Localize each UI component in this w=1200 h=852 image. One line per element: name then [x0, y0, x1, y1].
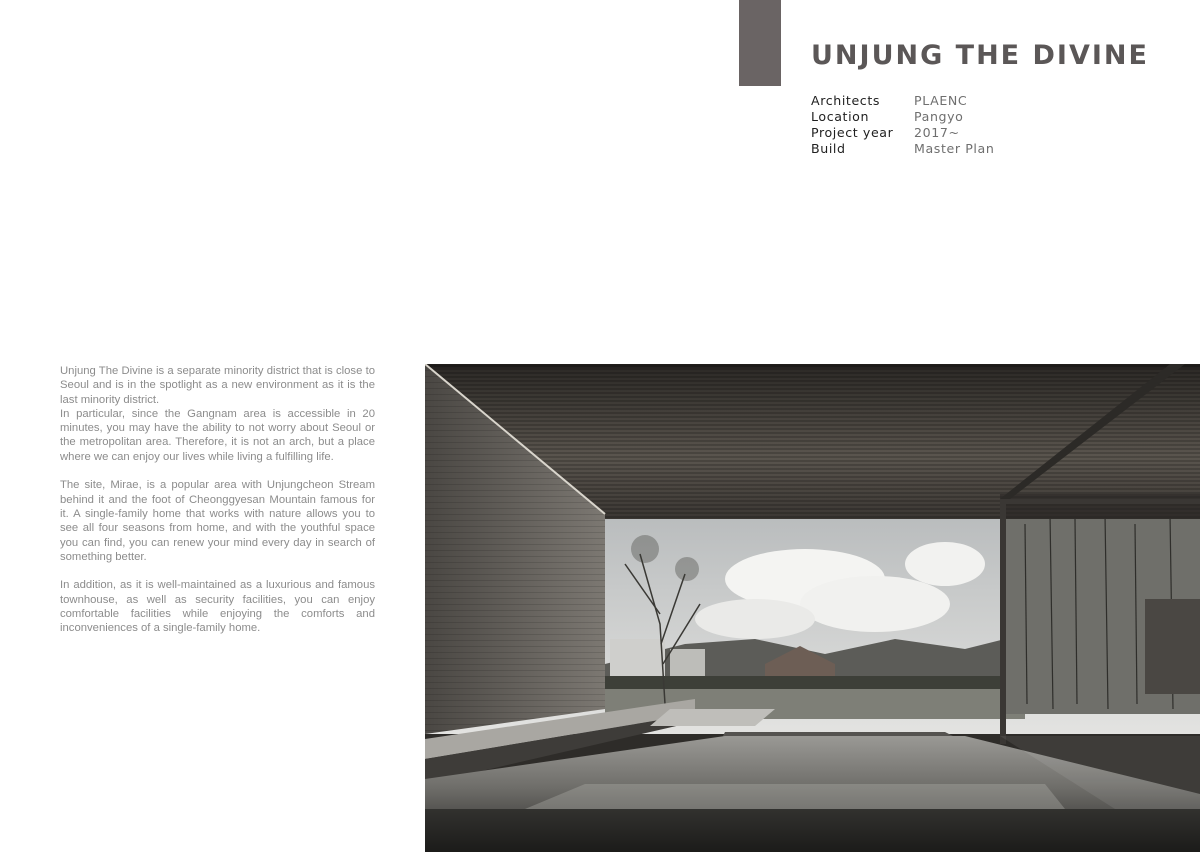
detail-value: 2017~	[914, 125, 960, 140]
detail-row-project-year	[811, 125, 994, 141]
detail-value: Master Plan	[914, 141, 995, 156]
description-paragraph: The site, Mirae, is a popular area with Unjungcheon Stream behind it and the foot of Cheonggyesan Mountain famous for it. A single-family home that works with nature allows you to see all four seasons from home, and with the youthful space you can find, you can renew your mind every day in search of something better.	[60, 479, 375, 563]
architecture-photo-illustration	[425, 364, 1200, 852]
description-paragraph: Unjung The Divine is a separate minority district that is close to Seoul and is in the spotlight as a new environment as it is the last minority district. In particular, since the Gangnam area is accessible in 20 minutes, you may have the ability to not worry about Seoul or the metropolitan area. Therefore, it is not an arch, but a place where we can enjoy our lives while living a fulfilling life.	[60, 365, 375, 463]
detail-row-build	[811, 141, 994, 157]
detail-label: Location	[811, 109, 870, 124]
page-title: UNJUNG THE DIVINE	[811, 40, 1149, 71]
description-paragraph: In addition, as it is well-maintained as a luxurious and famous townhouse, as well as security facilities, you can enjoy comfortable facilities while enjoying the comforts and inconveniences of a single-family home.	[60, 579, 375, 635]
detail-label: Project year	[811, 125, 894, 140]
detail-row-architects	[811, 93, 994, 109]
detail-label: Architects	[811, 93, 881, 108]
detail-value: Pangyo	[914, 109, 964, 124]
accent-bar	[739, 0, 781, 86]
architecture-photo	[425, 364, 1200, 852]
detail-value: PLAENC	[914, 93, 968, 108]
project-details	[811, 93, 994, 157]
detail-row-location	[811, 109, 994, 125]
project-description	[60, 364, 375, 650]
detail-label: Build	[811, 141, 846, 156]
